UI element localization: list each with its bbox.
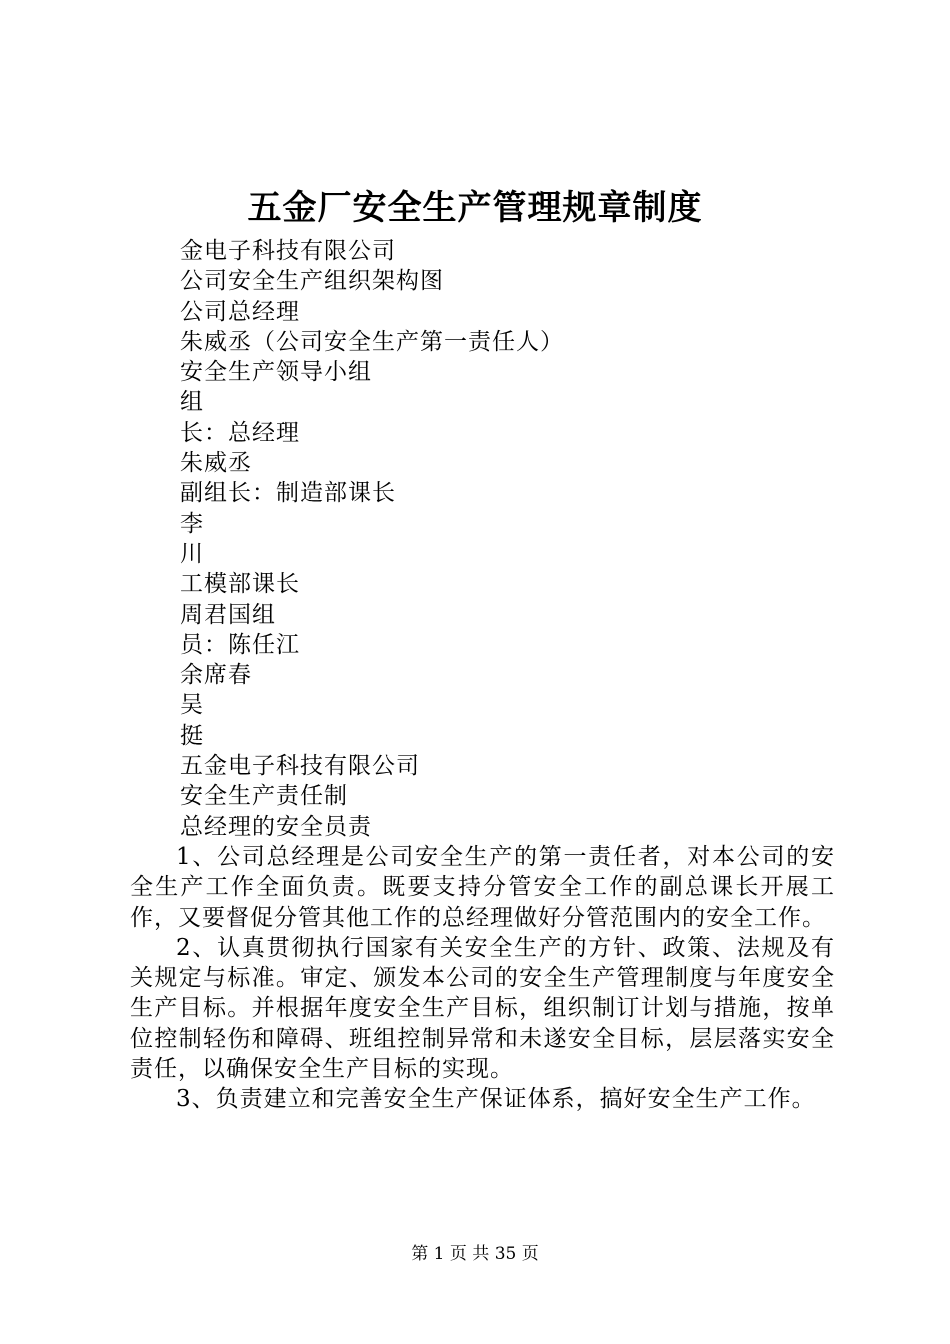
text-line: 安全生产责任制	[180, 783, 348, 810]
body-paragraphs	[130, 842, 835, 1115]
paragraph: 1、公司总经理是公司安全生产的第一责任者，对本公司的安全生产工作全面负责。既要支持分管安全工作的副总课长开展工作，又要督促分管其他工作的总经理做好分管范围内的安全工作。	[130, 844, 835, 931]
text-line: 工模部课长	[180, 571, 300, 598]
text-line: 公司安全生产组织架构图	[180, 268, 444, 295]
text-line: 长：总经理	[180, 419, 300, 446]
text-line: 金电子科技有限公司	[180, 238, 396, 264]
text-line: 吴	[180, 692, 204, 719]
text-line: 公司总经理	[180, 298, 300, 325]
text-line: 总经理的安全员责	[180, 813, 372, 840]
text-line: 安全生产领导小组	[180, 359, 372, 386]
text-line: 组	[180, 389, 204, 416]
document-title: 五金厂安全生产管理规章制度	[247, 188, 703, 228]
text-line: 员：陈任江	[180, 631, 300, 658]
text-line: 朱威丞	[180, 450, 252, 477]
text-line: 川	[180, 540, 204, 567]
text-line: 周君国组	[180, 601, 276, 628]
page-footer: 第 1 页 共 35 页	[411, 1244, 539, 1264]
text-line: 余席春	[180, 662, 252, 689]
paragraph: 3、负责建立和完善安全生产保证体系，搞好安全生产工作。	[176, 1086, 816, 1113]
text-line: 李	[180, 510, 204, 537]
text-line: 朱威丞（公司安全生产第一责任人）	[180, 328, 564, 355]
heading-lines	[180, 236, 840, 842]
text-line: 副组长：制造部课长	[180, 480, 396, 507]
text-line: 五金电子科技有限公司	[180, 753, 420, 780]
paragraph: 2、认真贯彻执行国家有关安全生产的方针、政策、法规及有关规定与标准。审定、颁发本公司的安全生产管理制度与年度安全生产目标。并根据年度安全生产目标，组织制订计划与措施，按单位控制轻伤和障碍、班组控制异常和未遂安全目标，层层落实安全责任，以确保安全生产目标的实现。	[130, 934, 835, 1083]
text-line: 挺	[180, 722, 204, 749]
